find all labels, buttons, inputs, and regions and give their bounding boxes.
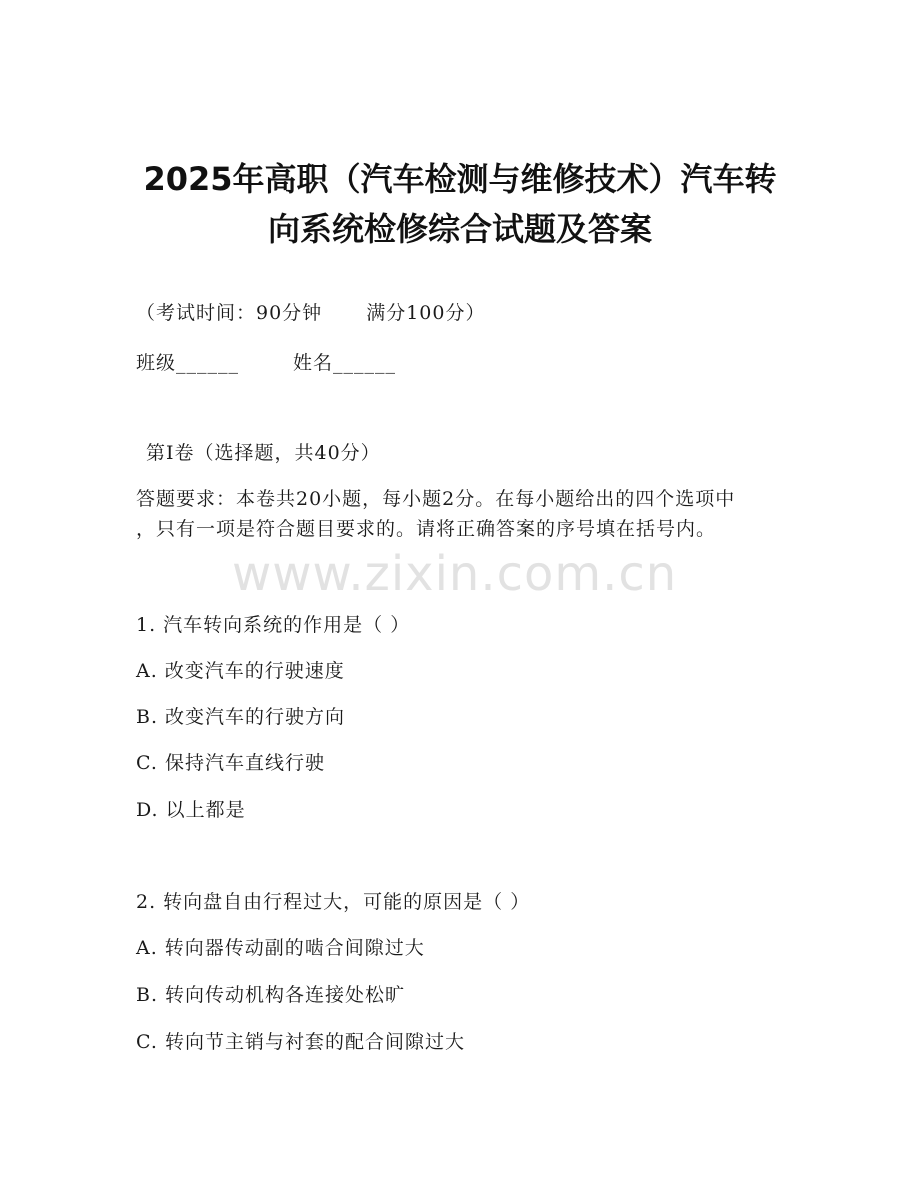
instructions-line-2: ，只有一项是符合题目要求的。请将正确答案的序号填在括号内。 (136, 518, 717, 540)
question-1-option-b: B. 改变汽车的行驶方向 (136, 706, 346, 728)
class-field: 班级______ (136, 352, 240, 374)
question-2-option-b: B. 转向传动机构各连接处松旷 (136, 984, 406, 1006)
question-1-stem: 1. 汽车转向系统的作用是（ ） (136, 614, 411, 636)
question-1-option-d: D. 以上都是 (136, 799, 246, 821)
watermark: www.zixin.com.cn (232, 546, 678, 602)
full-score: 满分100分） (366, 302, 486, 324)
exam-time: （考试时间：90分钟 (136, 302, 323, 324)
student-info (136, 350, 396, 376)
question-1-option-c: C. 保持汽车直线行驶 (136, 752, 325, 774)
doc-title-line-2: 向系统检修综合试题及答案 (267, 210, 652, 248)
instructions-line-1: 答题要求：本卷共20小题，每小题2分。在每小题给出的四个选项中 (136, 488, 736, 510)
question-2-option-a: A. 转向器传动副的啮合间隙过大 (136, 937, 425, 959)
exam-info (136, 300, 485, 326)
section-title: 第I卷（选择题，共40分） (146, 442, 381, 464)
question-2-stem: 2. 转向盘自由行程过大，可能的原因是（ ） (136, 891, 531, 913)
question-1-option-a: A. 改变汽车的行驶速度 (136, 660, 345, 682)
name-field: 姓名______ (293, 352, 397, 374)
question-2-option-c: C. 转向节主销与衬套的配合间隙过大 (136, 1031, 465, 1053)
doc-title-line-1: 2025年高职（汽车检测与维修技术）汽车转 (143, 160, 777, 198)
